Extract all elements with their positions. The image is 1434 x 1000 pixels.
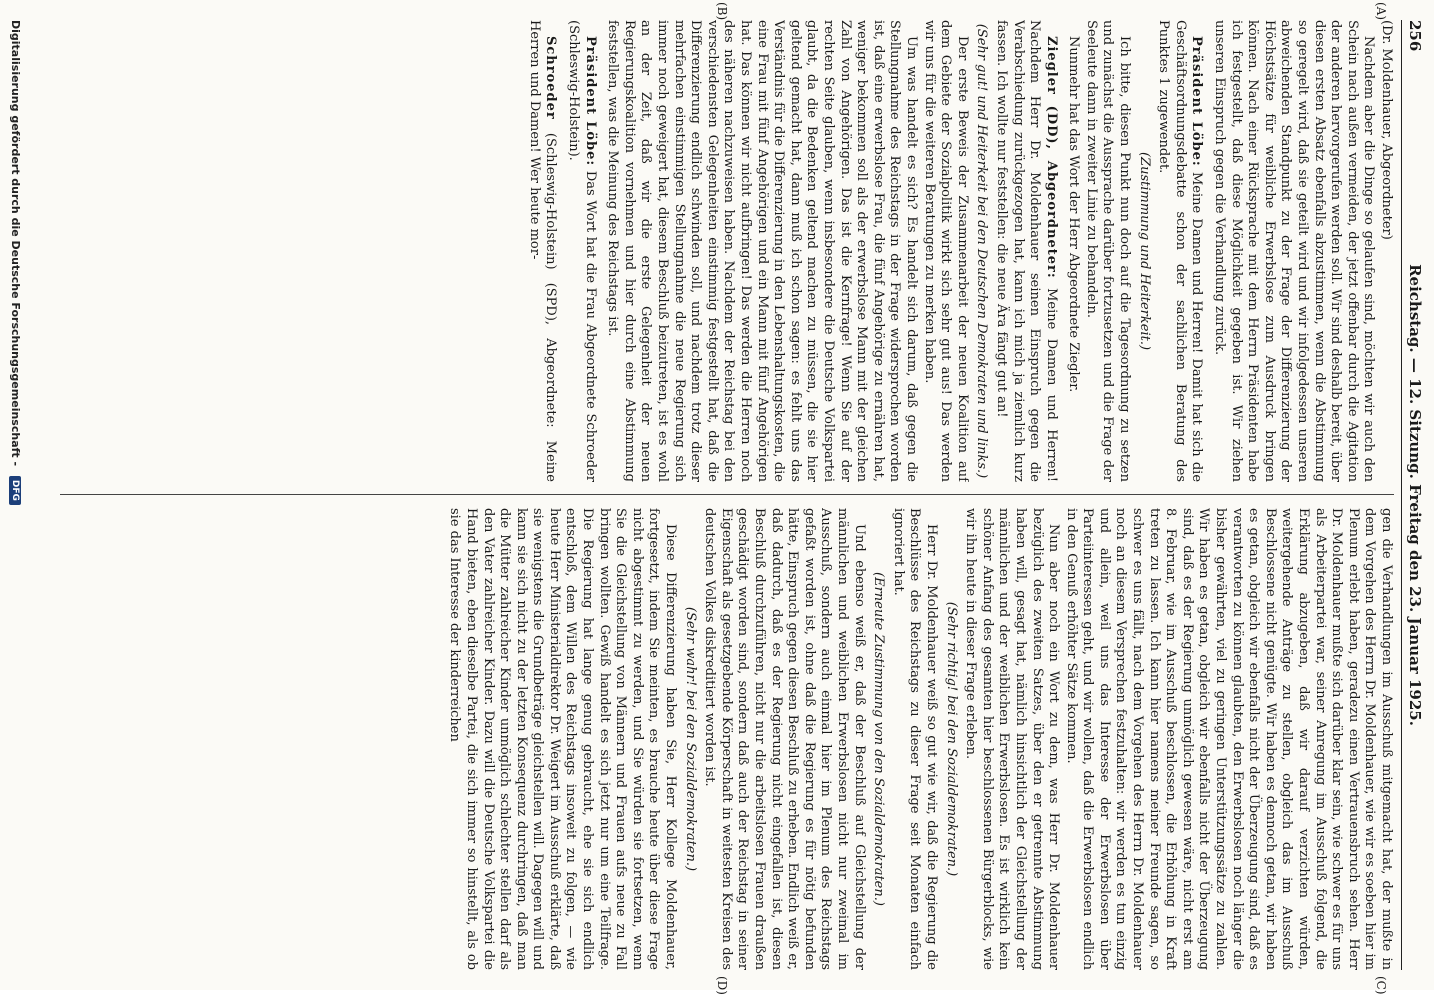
interjection: (Sehr richtig! bei den Sozialdemokraten.)	[943, 601, 959, 877]
interjection: (Erneute Zustimmung von den Sozialdemokraten.)	[871, 572, 887, 906]
speech-text: Das Wort hat die Frau Abgeordnete Schroeder (Schleswig-Holstein).	[566, 20, 598, 482]
margin-marker-d: (D)	[715, 976, 729, 995]
speaker-name: Präsident Löbe:	[582, 36, 598, 167]
left-column	[40, 20, 1394, 482]
speech-paragraph	[1155, 20, 1205, 482]
speech-paragraph	[565, 20, 598, 482]
speech-text: (Schleswig-Holstein) (SPD), Abgeordnete: Meine Herren und Damen! Wer heute mor-	[526, 20, 559, 482]
margin-marker-c: (C)	[1374, 976, 1388, 995]
speech-text: Meine Damen und Herren! Damit hat sich die Geschäftsordnungsdebatte schon der sachlichen Beratung des Punktes 1 zugewendet.	[1156, 20, 1205, 482]
speaker-name: Schroeder	[543, 36, 559, 120]
interjection: (Sehr gut! und Heiterkeit bei den Deutschen Demokraten und links.)	[974, 23, 990, 479]
paragraph: Nunmehr hat das Wort der Herr Abgeordnete Ziegler.	[1066, 36, 1082, 393]
paragraph: Ich bitte, diesen Punkt nun doch auf die Tagesordnung zu setzen und zunächst die Aussprache darüber fortzusetzen und die Frage der Seeleute dann in zweiter Linie zu behandeln.	[1083, 20, 1133, 482]
interjection: (Zustimmung und Heiterkeit.)	[1136, 151, 1152, 351]
page-header	[1401, 20, 1424, 970]
paragraph: Nachdem aber die Dinge so gelaufen sind, möchten wir auch den Schein nach außen vermeiden, der jetzt offenbar durch die Agitation der anderen hervorgerufen werden soll. Wir sind deshalb bereit, über diesen ersten Absatz ebenfalls abzustimmen, wenn die Abstimmung so geregelt wird, daß sie geteilt wird und wir infolgedessen unseren abweichenden Standpunkt zu der Frage der Differenzierung der Höchstsätze für weibliche Erwerbslose zum Ausdruck bringen können. Nach einer Rücksprache mit dem Herrn Präsidenten habe ich festgestellt, daß diese Möglichkeit gegeben ist. Wir ziehen unseren Einspruch gegen die Verhandlung zurück.	[1212, 20, 1377, 482]
interjection: (Sehr wahr! bei den Sozialdemokraten.)	[682, 606, 698, 872]
speech-paragraph	[992, 20, 1058, 482]
column-divider	[60, 494, 1394, 495]
paragraph: Nun aber noch ein Wort zu dem, was Herr Dr. Moldenhauer bezüglich des zweiten Satzes, über den er getrennte Abstimmung haben will, gesagt hat, nämlich hinsichtlich der Gleichstellung der männlichen und der weiblichen Erwerbslosen. Es ist wirklich kein schöner Anfang des gesamten hier beschlossenen Bürgerblocks, wie wir ihn heute in dieser Frage erleben.	[963, 508, 1062, 970]
digitization-footer	[4, 0, 22, 990]
right-column	[40, 508, 1394, 970]
speaker-name: Präsident Löbe:	[1189, 36, 1205, 167]
paragraph: Um was handelt es sich? Es handelt sich darum, daß gegen die Stellungnahme des Reichstags in der Frage widersprochen worden ist, daß eine erwerbslose Frau, die fünf Angehörige zu ernähren hat, weniger bekommen soll als der erwerbslose Mann mit der gleichen Zahl von Angehörigen. Das ist die Kernfrage! Wenn Sie auf der rechten Seite glauben, wenn insbesondere die Deutsche Volkspartei glaubt, da die Bedenken geltend machen zu müssen, die sie hier geltend gemacht hat, dann muß ich schon sagen: es fehlt uns das Verständnis für die Differenzierung in den Lebenshaltungskosten, die eine Frau mit fünf Angehörigen und ein Mann mit fünf Angehörigen hat. Das können wir nicht aufbringen! Das werden die Herren noch des näheren nachzuweisen haben. Nachdem der Reichstag bei den verschiedensten Gelegenheiten einstimmig festgestellt hat, daß die Differenzierung endlich schwinden soll, und nachdem trotz dieser mehrfachen einstimmigen Stellungnahme die neue Regierung sich immer noch geweigert hat, diesem Beschluß beizutreten, ist es wohl an der Zeit, daß wir die erste Gelegenheit der neuen Regierungskoalition vornehmen und hier durch eine Abstimmung feststellen, was die Meinung des Reichstags ist.	[605, 20, 919, 482]
margin-marker-b: (B)	[715, 2, 729, 21]
page-number: 256	[1406, 20, 1424, 52]
speech-text: Meine Damen und Herren! Nachdem Herr Dr. Moldenhauer seinen Einspruch gegen die Verabschiedung zurückgezogen hat, kann ich mich ja ziemlich kurz fassen. Ich wollte nur feststellen: die neue Ära fängt gut an!	[993, 20, 1059, 482]
speaker-continuation: (Dr. Moldenhauer, Abgeordneter)	[1379, 20, 1394, 240]
paragraph: gen die Verhandlungen im Ausschuß mitgemacht hat, der mußte in dem Vorgehen des Herrn Dr. Moldenhauer, wie wir es soeben hier im Plenum erlebt haben, geradezu einen Vertrauensbruch sehen. Herr Dr. Moldenhauer mußte sich darüber klar sein, wie schwer es für uns als Arbeiterpartei war, seiner Anregung im Ausschuß folgend, die Erklärung abzugeben, daß wir darauf verzichten würden, weitergehende Anträge zu stellen, obgleich das im Ausschuß Beschlossene nicht genügte. Wir haben es dennoch getan, wir haben es getan, obgleich wir ebenfalls nicht der Überzeugung sind, daß es verantworten zu können glaubten, den Erwerbslosen noch länger die bisher gewährten, viel zu geringen Unterstützungssätze zu zahlen. Wir haben es getan, obgleich wir ebenfalls nicht der Überzeugung sind, daß es der Regierung unmöglich gewesen wäre, nicht erst am 8. Februar, wie im Ausschuß beschlossen, die Erhöhung in Kraft treten zu lassen. Ich kann hier namens meiner Freunde sagen, so schwer es uns fällt, nach dem Vorgehen des Herrn Dr. Moldenhauer noch an diesem Versprechen festzuhalten: wir werden es tun einzig und allein, weil uns das Interesse der Erwerbslosen über Parteiinteressen geht, und wir wollen, daß die Erwerbslosen endlich in den Genuß erhöhter Sätze kommen.	[1063, 508, 1394, 970]
margin-marker-a: (A)	[1374, 2, 1388, 21]
paragraph: Und ebenso weiß er, daß der Beschluß auf Gleichstellung der männlichen und weiblichen Erwerbslosen nicht nur zweimal im Ausschuß, sondern auch einmal hier im Plenum des Reichstags gefaßt worden ist, ohne daß die Regierung es für nötig befunden hätte, Einspruch gegen diesen Beschluß zu erheben. Endlich weiß er, daß dadurch, daß es der Regierung nicht eingefallen ist, diesen Beschluß durchzuführen, nicht nur die arbeitslosen Frauen draußen geschädigt worden sind, sondern daß auch der Reichstag in seiner Eigenschaft als gesetzgebende Körperschaft in weitesten Kreisen des deutschen Volkes diskreditiert worden ist.	[702, 508, 867, 970]
footer-text: Digitalisierung gefördert durch die Deutsche Forschungsgemeinschaft -	[9, 20, 22, 467]
page-title: Reichstag. — 12. Sitzung. Freitag den 23. Januar 1925.	[1406, 264, 1424, 726]
paragraph: Diese Differenzierung haben Sie, Herr Kollege Moldenhauer, fortgesetzt, indem Sie meinten, es brauche heute über diese Frage nicht abgestimmt zu werden, und Sie würden sie fortsetzen, wenn Sie die Gleichstellung von Männern und Frauen aufs neue zu Fall bringen wollten. Gewiß handelt es sich jetzt nur um eine Teilfrage. Die Regierung hat lange genug gebraucht, ehe sie sich endlich entschloß, dem Willen des Reichstags insoweit zu folgen, — wie heute Herr Ministerialdirektor Dr. Weigert im Ausschuß erklärte, daß sie wenigstens die Grundbeträge gleichstellen will. Dagegen will und kann sie sich nicht zu der letzten Konsequenz durchringen, daß man die Mütter zahlreicher Kinder unmöglich schlechter stellen darf als den Vater zahlreicher Kinder. Dazu will die Deutsche Volkspartei die Hand bieten, eben dieselbe Partei, die sich immer so hinstellt, als ob sie das Interesse der kinderreichen	[447, 508, 679, 970]
speaker-name: Ziegler (DD), Abgeordneter:	[1043, 36, 1059, 279]
dfg-logo: DFG	[9, 476, 21, 505]
paragraph: Der erste Beweis der Zusammenarbeit der neuen Koalition auf dem Gebiete der Sozialpolitik wirkt sich sehr gut aus! Das werden wir uns für die weiteren Beratungen zu merken haben.	[921, 20, 970, 482]
speech-paragraph	[525, 20, 558, 482]
paragraph: Herr Dr. Moldenhauer weiß so gut wie wir, daß die Regierung die Beschlüsse des Reichstags zu dieser Frage seit Monaten einfach ignoriert hat.	[890, 508, 939, 970]
